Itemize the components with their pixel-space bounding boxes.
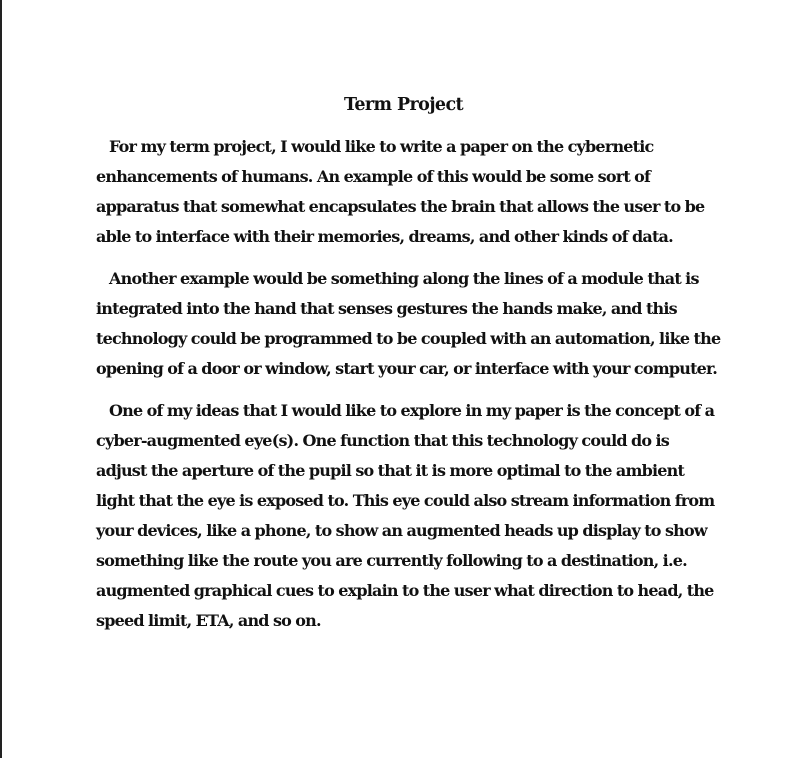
- paragraph-3-text: One of my ideas that I would like to explore in my paper is the concept of a cyber-augmented eye(s). One function that this technology could do is adjust the aperture of the pupil so that it is more optimal to the ambient light that the eye is exposed to. This eye could also stream information from your devices, like a phone, to show an augmented heads up display to show something like the route you are currently following to a destination, i.e. augmented graphical cues to explain to the user what direction to head, the speed limit, ETA, and so on.: [96, 401, 715, 630]
- paragraph-2: [96, 264, 721, 384]
- paragraph-1: [96, 132, 721, 252]
- document-title: Term Project: [343, 95, 464, 115]
- paragraph-1-text: For my term project, I would like to write a paper on the cybernetic enhancements of humans. An example of this would be some sort of apparatus that somewhat encapsulates the brain that allows the user to be able to interface with their memories, dreams, and other kinds of data.: [96, 137, 705, 246]
- document-page: [96, 90, 721, 648]
- paragraph-2-text: Another example would be something along the lines of a module that is integrated into the hand that senses gestures the hands make, and this technology could be programmed to be coupled with an automation, like the opening of a door or window, start your car, or interface with your computer.: [96, 269, 721, 378]
- paragraph-3: [96, 396, 721, 636]
- page-left-border: [0, 0, 2, 758]
